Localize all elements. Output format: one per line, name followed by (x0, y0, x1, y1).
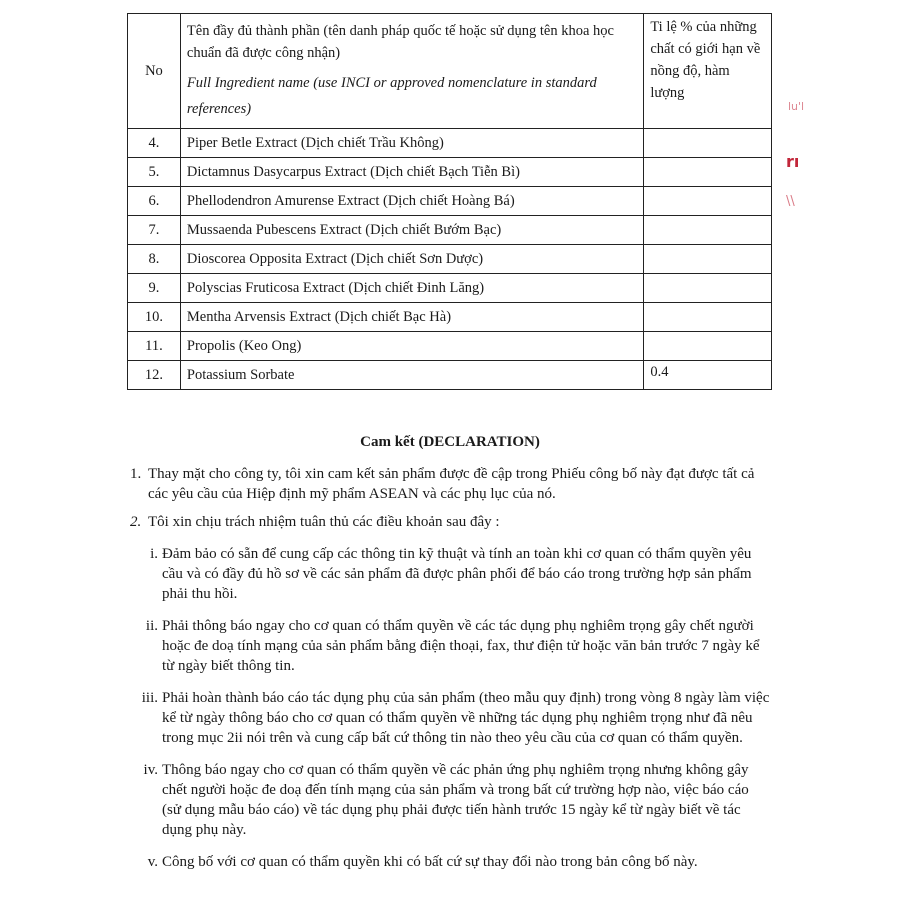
subitem-number: iv. (143, 762, 158, 778)
declaration-subitem-i (130, 544, 770, 604)
item-text: Thay mặt cho công ty, tôi xin cam kết sản phẩm được đề cập trong Phiếu công bố này đạt được tất cả các yêu cầu của Hiệp định mỹ phẩm ASEAN và các phụ lục của nó. (148, 466, 755, 502)
stamp-mark: \\ (786, 194, 795, 209)
row-percent: 0.4 (644, 361, 772, 390)
row-percent (644, 158, 772, 187)
table-row (128, 158, 772, 187)
row-number: 12. (128, 361, 181, 390)
row-ingredient: Propolis (Keo Ong) (180, 332, 643, 361)
table-row (128, 274, 772, 303)
table-row (128, 129, 772, 158)
row-ingredient: Mussaenda Pubescens Extract (Dịch chiết Bướm Bạc) (180, 216, 643, 245)
subitem-text: Phải thông báo ngay cho cơ quan có thẩm quyền về các tác dụng phụ nghiêm trọng gây chết người hoặc đe doạ tính mạng của sản phẩm bằng điện thoại, fax, thư điện tử hoặc văn bản trước 7 ngày kể từ ngày biết thông tin. (162, 618, 760, 674)
subitem-text: Đảm bảo có sẵn để cung cấp các thông tin kỹ thuật và tính an toàn khi cơ quan có thẩm quyền yêu cầu và có đầy đủ hồ sơ về các sản phẩm đã được phân phối để báo cáo trong trường hợp sản phẩm phải thu hồi. (162, 546, 752, 602)
item-text: Tôi xin chịu trách nhiệm tuân thủ các điều khoản sau đây : (148, 514, 500, 530)
row-ingredient: Piper Betle Extract (Dịch chiết Trầu Không) (180, 129, 643, 158)
subitem-number: iii. (141, 690, 158, 706)
declaration-section (130, 432, 770, 884)
subitem-number: v. (147, 854, 158, 870)
row-number: 8. (128, 245, 181, 274)
item-number: 2. (130, 514, 142, 530)
header-name-vietnamese: Tên đầy đủ thành phần (tên danh pháp quốc tế hoặc sử dụng tên khoa học chuẩn đã được công nhận) (186, 23, 614, 61)
stamp-mark: lu'l (788, 100, 805, 113)
row-ingredient: Dictamnus Dasycarpus Extract (Dịch chiết Bạch Tiễn Bì) (180, 158, 643, 187)
row-number: 5. (128, 158, 181, 187)
header-no: No (128, 14, 181, 129)
declaration-subitem-iii (130, 688, 770, 748)
row-percent (644, 129, 772, 158)
subitem-number: i. (150, 546, 158, 562)
item-number: 1. (130, 466, 142, 482)
margin-stamp-marks (784, 80, 806, 240)
table-row (128, 332, 772, 361)
row-number: 11. (128, 332, 181, 361)
table-row (128, 187, 772, 216)
row-percent (644, 245, 772, 274)
row-ingredient: Dioscorea Opposita Extract (Dịch chiết Sơn Dược) (180, 245, 643, 274)
subitem-text: Thông báo ngay cho cơ quan có thẩm quyền về các phản ứng phụ nghiêm trọng nhưng không gây chết người hoặc đe doạ đến tính mạng của sản phẩm và trong bất cứ trường hợp nào, việc báo cáo (sử dụng mẫu báo cáo) về tác dụng phụ phải được tiến hành trước 15 ngày kể từ ngày biết về tác dụng phụ này. (162, 762, 749, 838)
row-percent (644, 274, 772, 303)
subitem-number: ii. (145, 618, 158, 634)
row-ingredient: Phellodendron Amurense Extract (Dịch chiết Hoàng Bá) (180, 187, 643, 216)
declaration-item-1 (130, 464, 770, 504)
row-ingredient: Polyscias Fruticosa Extract (Dịch chiết Đinh Lăng) (180, 274, 643, 303)
header-name-english: Full Ingredient name (use INCI or approved nomenclature in standard references) (186, 75, 597, 117)
row-number: 4. (128, 129, 181, 158)
ingredient-table (127, 13, 772, 390)
table-header-row (128, 14, 772, 129)
row-percent (644, 332, 772, 361)
table-row (128, 361, 772, 390)
declaration-subitem-v (130, 852, 770, 872)
row-number: 10. (128, 303, 181, 332)
stamp-mark: rı (786, 152, 800, 171)
declaration-item-2 (130, 512, 770, 532)
table-row (128, 303, 772, 332)
row-ingredient: Potassium Sorbate (180, 361, 643, 390)
row-percent (644, 216, 772, 245)
table-row (128, 216, 772, 245)
row-number: 7. (128, 216, 181, 245)
subitem-text: Công bố với cơ quan có thẩm quyền khi có bất cứ sự thay đổi nào trong bản công bố này. (162, 854, 698, 870)
declaration-subitem-iv (130, 760, 770, 840)
declaration-title: Cam kết (DECLARATION) (360, 434, 540, 450)
row-percent (644, 303, 772, 332)
row-ingredient: Mentha Arvensis Extract (Dịch chiết Bạc Hà) (180, 303, 643, 332)
table-row (128, 245, 772, 274)
header-percent: Ti lệ % của những chất có giới hạn về nồng độ, hàm lượng (644, 14, 772, 129)
header-ingredient-name (180, 14, 643, 129)
row-number: 6. (128, 187, 181, 216)
row-number: 9. (128, 274, 181, 303)
subitem-text: Phải hoàn thành báo cáo tác dụng phụ của sản phẩm (theo mẫu quy định) trong vòng 8 ngày làm việc kể từ ngày thông báo cho cơ quan có thẩm quyền về những tác dụng phụ nghiêm trọng như đã nêu trong mục 2ii nói trên và cung cấp bất cứ thông tin nào theo yêu cầu của cơ quan có thẩm quyền. (162, 690, 770, 746)
row-percent (644, 187, 772, 216)
declaration-subitem-ii (130, 616, 770, 676)
